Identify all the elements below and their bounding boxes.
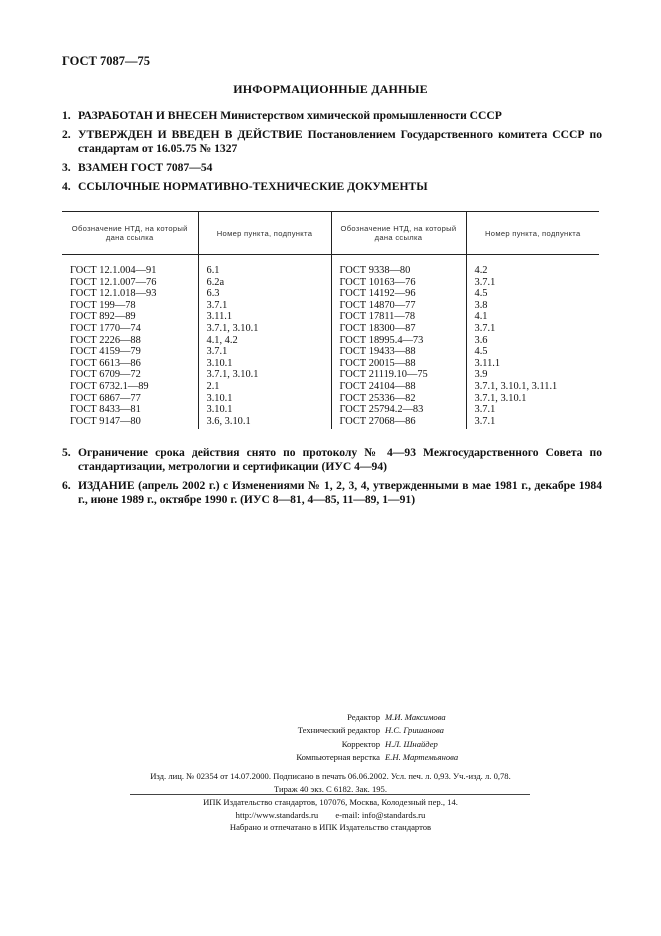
table-header-row — [62, 212, 599, 255]
clause-number-cell: 3.7.1 — [466, 416, 599, 430]
ntd-designation-cell: ГОСТ 9338—80 — [331, 255, 466, 277]
ntd-designation-cell: ГОСТ 9147—80 — [70, 415, 141, 427]
clause-number-cell: 3.7.1 — [198, 300, 331, 312]
ntd-designation-cell: ГОСТ 2226—88 — [70, 334, 141, 346]
clause-number-cell: 3.9 — [466, 369, 599, 381]
column-header: Обозначение НТД, на который дана ссылка — [331, 212, 466, 255]
clause-number-cell: 3.7.1, 3.10.1 — [198, 323, 331, 335]
clause-number-cell: 3.11.1 — [466, 358, 599, 370]
clause-number-cell: 3.7.1 — [198, 346, 331, 358]
ntd-designation-cell: ГОСТ 6709—72 — [70, 369, 141, 381]
ntd-designation-cell: ГОСТ 18995.4—73 — [331, 335, 466, 347]
clause-number-cell: 3.6, 3.10.1 — [198, 416, 331, 430]
clause-number-cell: 4.5 — [466, 288, 599, 300]
credit-role: Редактор — [347, 712, 380, 722]
clause-number-cell: 3.10.1 — [198, 393, 331, 405]
item-text: ССЫЛОЧНЫЕ НОРМАТИВНО-ТЕХНИЧЕСКИЕ ДОКУМЕНТЫ — [78, 180, 428, 193]
table-row — [62, 277, 599, 289]
credit-name: Е.Н. Мартемьянова — [385, 752, 459, 763]
item-number: 1. — [62, 109, 71, 122]
ntd-designation-cell: ГОСТ 20015—88 — [331, 358, 466, 370]
clause-number-cell: 6.2а — [198, 277, 331, 289]
clause-number-cell: 3.8 — [466, 300, 599, 312]
clause-number-cell: 3.6 — [466, 335, 599, 347]
ntd-designation-cell: ГОСТ 6732.1—89 — [70, 380, 149, 392]
item-text: УТВЕРЖДЕН И ВВЕДЕН В ДЕЙСТВИЕ Постановлением Государственного комитета СССР по стандартам от 16.05.75 № 1327 — [78, 128, 602, 155]
item-text: ВЗАМЕН ГОСТ 7087—54 — [78, 161, 213, 174]
clause-number-cell: 3.11.1 — [198, 311, 331, 323]
clause-number-cell: 2.1 — [198, 381, 331, 393]
table-row — [62, 358, 599, 370]
credit-role: Корректор — [341, 738, 380, 749]
info-item-1 — [62, 109, 602, 123]
clause-number-cell: 3.7.1, 3.10.1 — [198, 369, 331, 381]
column-header: Номер пункта, подпункта — [466, 212, 599, 255]
table-row — [62, 404, 599, 416]
credit-role: Технический редактор — [297, 725, 380, 736]
item-number: 2. — [62, 128, 71, 141]
info-item-4 — [62, 180, 602, 194]
credit-row — [190, 751, 490, 764]
divider — [130, 794, 530, 795]
ntd-designation-cell: ГОСТ 12.1.018—93 — [70, 288, 157, 300]
section-title: ИНФОРМАЦИОННЫЕ ДАННЫЕ — [233, 82, 428, 96]
clause-number-cell: 6.3 — [198, 288, 331, 300]
table-row — [62, 255, 599, 277]
item-text: Ограничение срока действия снято по протоколу № 4—93 Межгосударственного Совета по стандартизации, метрологии и сертификации (ИУС 4—94) — [78, 446, 602, 473]
clause-number-cell: 4.1, 4.2 — [198, 335, 331, 347]
credit-name: М.И. Максимова — [385, 712, 446, 722]
ntd-designation-cell: ГОСТ 892—89 — [70, 311, 136, 323]
printing-note: Набрано и отпечатано в ИПК Издательство стандартов — [229, 822, 432, 832]
ntd-designation-cell: ГОСТ 27068—86 — [331, 416, 466, 430]
info-item-6 — [62, 479, 602, 507]
ntd-designation-cell: ГОСТ 199—78 — [70, 299, 136, 311]
info-item-5 — [62, 446, 602, 474]
table-row — [62, 416, 599, 430]
clause-number-cell: 4.5 — [466, 346, 599, 358]
item-number: 5. — [62, 446, 71, 459]
table-row — [62, 311, 599, 323]
ntd-designation-cell: ГОСТ 10163—76 — [331, 277, 466, 289]
reference-documents-table — [62, 211, 599, 429]
item-number: 3. — [62, 161, 71, 174]
ntd-designation-cell: ГОСТ 12.1.007—76 — [70, 276, 157, 288]
ntd-designation-cell: ГОСТ 25336—82 — [331, 393, 466, 405]
ntd-designation-cell: ГОСТ 19433—88 — [331, 346, 466, 358]
ntd-designation-cell: ГОСТ 14870—77 — [331, 300, 466, 312]
clause-number-cell: 3.7.1 — [466, 277, 599, 289]
standard-header: ГОСТ 7087—75 — [62, 54, 151, 68]
clause-number-cell: 3.7.1, 3.10.1, 3.11.1 — [466, 381, 599, 393]
ntd-designation-cell: ГОСТ 1770—74 — [70, 322, 141, 334]
credit-role: Компьютерная верстка — [296, 752, 380, 763]
publisher-address: ИПК Издательство стандартов, 107076, Москва, Колодезный пер., 14. — [203, 797, 458, 807]
ntd-designation-cell: ГОСТ 4159—79 — [70, 346, 141, 358]
clause-number-cell: 3.10.1 — [198, 358, 331, 370]
clause-number-cell: 4.2 — [466, 255, 599, 277]
table-row — [62, 381, 599, 393]
table-row — [62, 300, 599, 312]
clause-number-cell: 6.1 — [198, 255, 331, 277]
ntd-designation-cell: ГОСТ 14192—96 — [331, 288, 466, 300]
table-row — [62, 323, 599, 335]
ntd-designation-cell: ГОСТ 8433—81 — [70, 404, 141, 416]
info-item-2 — [62, 128, 602, 156]
table-row — [62, 288, 599, 300]
item-text: ИЗДАНИЕ (апрель 2002 г.) с Изменениями № 1, 2, 3, 4, утвержденными в мае 1981 г., декабре 1984 г., июне 1989 г., октябре 1990 г. (ИУС 8—81, 4—85, 11—89, 1—91) — [78, 479, 602, 506]
table-row — [62, 335, 599, 347]
clause-number-cell: 3.7.1, 3.10.1 — [466, 393, 599, 405]
credit-name: Н.Л. Шнайдер — [385, 738, 438, 749]
ntd-designation-cell: ГОСТ 17811—78 — [331, 311, 466, 323]
ntd-designation-cell: ГОСТ 12.1.004—91 — [70, 265, 157, 276]
credit-row — [190, 724, 490, 737]
column-header: Номер пункта, подпункта — [198, 212, 331, 255]
table-row — [62, 346, 599, 358]
ntd-designation-cell: ГОСТ 18300—87 — [331, 323, 466, 335]
print-run-line: Тираж 40 экз. С 6182. Зак. 195. — [273, 784, 387, 794]
ntd-designation-cell: ГОСТ 25794.2—83 — [331, 404, 466, 416]
publication-line: Изд. лиц. № 02354 от 14.07.2000. Подписано в печать 06.06.2002. Усл. печ. л. 0,93. Уч.-изд. л. 0,78. — [150, 771, 511, 781]
clause-number-cell: 3.7.1 — [466, 404, 599, 416]
clause-number-cell: 3.10.1 — [198, 404, 331, 416]
info-item-3 — [62, 161, 602, 175]
item-number: 6. — [62, 479, 71, 492]
publisher-contacts: http://www.standards.ru e-mail: info@standards.ru — [235, 810, 426, 820]
ntd-designation-cell: ГОСТ 6867—77 — [70, 392, 141, 404]
credit-row — [190, 738, 490, 751]
column-header: Обозначение НТД, на который дана ссылка — [62, 212, 198, 255]
ntd-designation-cell: ГОСТ 24104—88 — [331, 381, 466, 393]
credit-row — [190, 711, 490, 724]
clause-number-cell: 3.7.1 — [466, 323, 599, 335]
clause-number-cell: 4.1 — [466, 311, 599, 323]
item-number: 4. — [62, 180, 71, 193]
table-row — [62, 393, 599, 405]
credit-name: Н.С. Гришанова — [385, 725, 444, 736]
ntd-designation-cell: ГОСТ 21119.10—75 — [331, 369, 466, 381]
table-row — [62, 369, 599, 381]
ntd-designation-cell: ГОСТ 6613—86 — [70, 357, 141, 369]
item-text: РАЗРАБОТАН И ВНЕСЕН Министерством химической промышленности СССР — [78, 109, 502, 122]
